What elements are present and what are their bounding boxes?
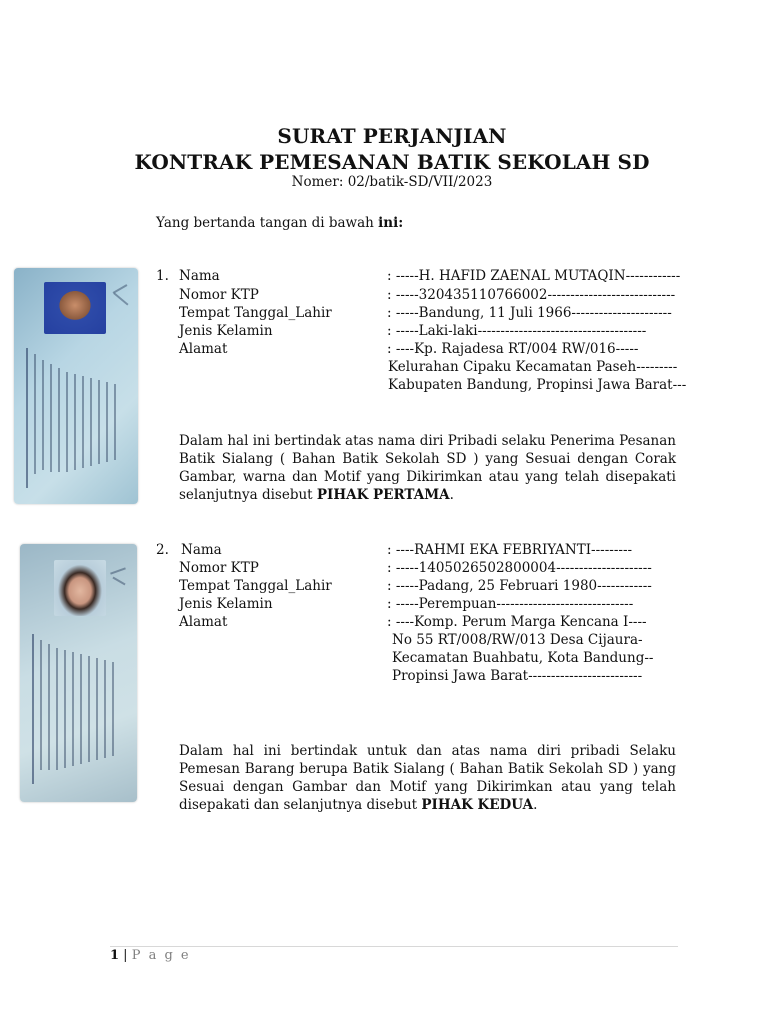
party1-role-end: . xyxy=(449,487,454,503)
party2-label-gender: Jenis Kelamin xyxy=(179,596,273,612)
intro-text-bold: ini: xyxy=(378,215,404,231)
party2-alamat-line2: No 55 RT/008/RW/013 Desa Cijaura- xyxy=(392,632,643,648)
document-title-line1: SURAT PERJANJIAN xyxy=(277,124,507,148)
party1-label-gender: Jenis Kelamin xyxy=(179,323,273,339)
party1-label-ktp: Nomor KTP xyxy=(179,287,259,303)
page-label: P a g e xyxy=(131,948,191,963)
ktp-card-image-1 xyxy=(14,268,138,504)
ktp-photo-2 xyxy=(54,560,106,616)
document-number: Nomer: 02/batik-SD/VII/2023 xyxy=(291,174,493,190)
party2-label-alamat: Alamat xyxy=(179,614,228,630)
ktp-card-image-2 xyxy=(20,544,137,802)
party2-label-ttl: Tempat Tanggal_Lahir xyxy=(179,578,332,594)
party2-statement xyxy=(179,742,676,814)
page-separator: | xyxy=(119,948,132,963)
party1-role: PIHAK PERTAMA xyxy=(316,487,450,503)
party1-label-ttl: Tempat Tanggal_Lahir xyxy=(179,305,332,321)
intro-text xyxy=(156,215,403,231)
party2-label-ktp: Nomor KTP xyxy=(179,560,259,576)
party1-value-gender: : -----Laki-laki------------------------------------- xyxy=(387,323,647,339)
footer-divider xyxy=(110,946,678,947)
party2-value-ktp: : -----1405026502800004--------------------- xyxy=(387,560,652,576)
page-number: 1 xyxy=(110,948,120,963)
party1-alamat-line2: Kelurahan Cipaku Kecamatan Paseh--------- xyxy=(388,359,678,375)
party2-value-nama: : ----RAHMI EKA FEBRIYANTI--------- xyxy=(387,542,633,558)
party2-alamat-line4: Propinsi Jawa Barat------------------------- xyxy=(392,668,643,684)
page-footer xyxy=(110,948,191,963)
party2-label-nama: Nama xyxy=(181,542,222,558)
party2-number: 2. xyxy=(156,542,169,558)
party2-value-ttl: : -----Padang, 25 Februari 1980------------ xyxy=(387,578,652,594)
party1-label-alamat: Alamat xyxy=(179,341,228,357)
party2-value-alamat: : ----Komp. Perum Marga Kencana I---- xyxy=(387,614,647,630)
party2-role: PIHAK KEDUA xyxy=(421,797,534,813)
party1-label-nama: Nama xyxy=(179,268,220,284)
ktp-photo-1 xyxy=(44,282,106,334)
party1-alamat-line3: Kabupaten Bandung, Propinsi Jawa Barat--- xyxy=(388,377,687,393)
party1-value-nama: : -----H. HAFID ZAENAL MUTAQIN------------ xyxy=(387,268,681,284)
document-title-line2: KONTRAK PEMESANAN BATIK SEKOLAH SD xyxy=(134,150,650,174)
party1-statement xyxy=(179,432,676,504)
party1-value-alamat: : ----Kp. Rajadesa RT/004 RW/016----- xyxy=(387,341,639,357)
party2-role-end: . xyxy=(533,797,538,813)
party2-statement-text: Dalam hal ini bertindak untuk dan atas nama diri pribadi Selaku Pemesan Barang berupa Batik Sialang ( Bahan Batik Sekolah SD ) yang Sesuai dengan Gambar dan Motif yang Dikirimkan atau yang telah disepakati dan selanjutnya disebut xyxy=(179,743,676,813)
intro-text-regular: Yang bertanda tangan di bawah xyxy=(156,215,379,231)
party1-number: 1. xyxy=(156,268,169,284)
party2-alamat-line3: Kecamatan Buahbatu, Kota Bandung-- xyxy=(392,650,654,666)
party2-value-gender: : -----Perempuan------------------------------ xyxy=(387,596,634,612)
party1-statement-text: Dalam hal ini bertindak atas nama diri Pribadi selaku Penerima Pesanan Batik Sialang ( Bahan Batik Sekolah SD ) yang Sesuai dengan Corak Gambar, warna dan Motif yang Dikirimkan atau yang telah disepakati selanjutnya disebut xyxy=(179,433,676,503)
party1-value-ttl: : -----Bandung, 11 Juli 1966---------------------- xyxy=(387,305,672,321)
party1-value-ktp: : -----320435110766002---------------------------- xyxy=(387,287,676,303)
